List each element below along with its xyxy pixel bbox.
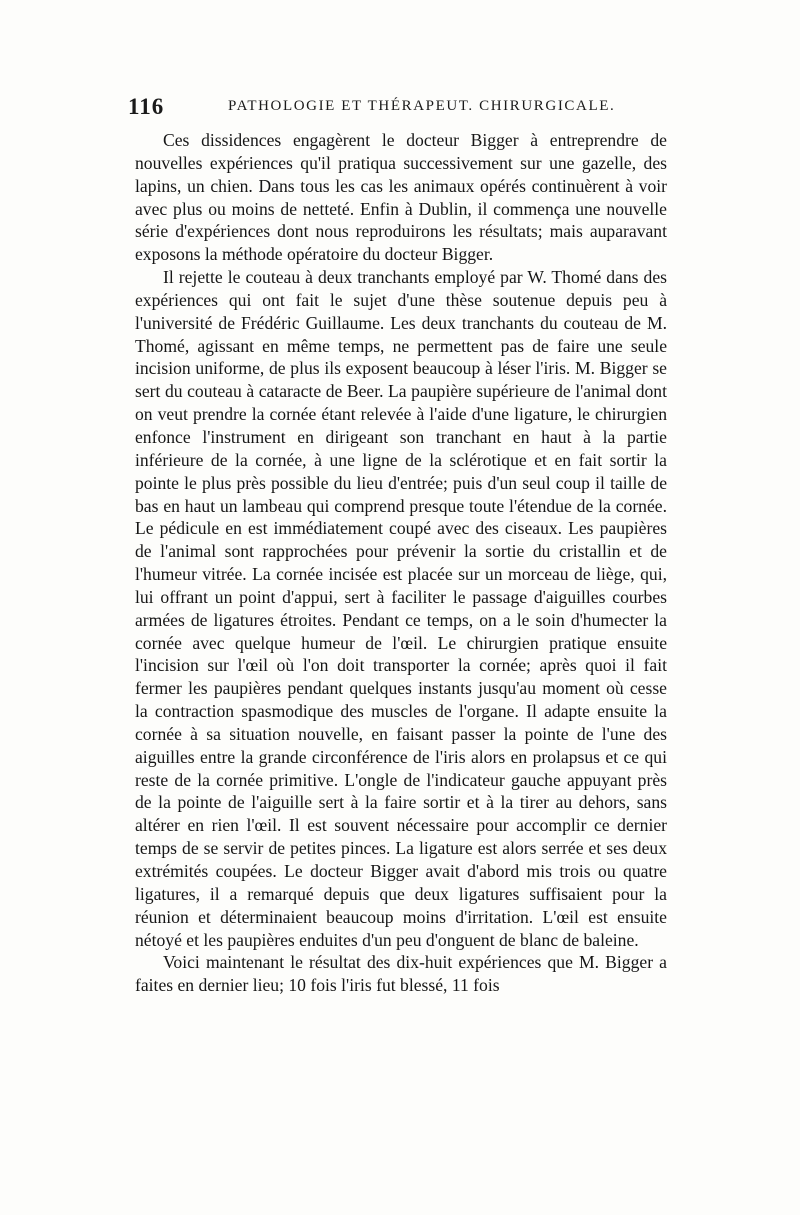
paragraph-2: Il rejette le couteau à deux tranchants employé par W. Thomé dans des expériences qui ont fait le sujet d'une thèse soutenue depuis peu à l'université de Frédéric Guillaume. Les deux tranchants du couteau de M. Thomé, agissant en même temps, ne permettent pas de faire une seule incision uniforme, de plus ils exposent beaucoup à léser l'iris. M. Bigger se sert du couteau à cataracte de Beer. La paupière supérieure de l'animal dont on veut prendre la cornée étant relevée à l'aide d'une ligature, le chirurgien enfonce l'instrument en dirigeant son tranchant en haut à la partie inférieure de la cornée, à une ligne de la sclérotique et en fait sortir la pointe le plus près possible du lieu d'entrée; puis d'un seul coup il taille de bas en haut un lambeau qui comprend presque toute l'étendue de la cornée. Le pédicule en est immédiatement coupé avec des ciseaux. Les paupières de l'animal sont rapprochées pour prévenir la sortie du cristallin et de l'humeur vitrée. La cornée incisée est placée sur un morceau de liège, qui, lui offrant un point d'appui, sert à faciliter le passage d'aiguilles courbes armées de ligatures étroites. Pendant ce temps, on a le soin d'humecter la cornée avec quelque humeur de l'œil. Le chirurgien pratique ensuite l'incision sur l'œil où l'on doit transporter la cornée; après quoi il fait fermer les paupières pendant quelques instants jusqu'au moment où cesse la contraction spasmodique des muscles de l'organe. Il adapte ensuite la cornée à sa situation nouvelle, en faisant passer la pointe de l'une des aiguilles entre la grande circonférence de l'iris alors en prolapsus et ce qui reste de la cornée primitive. L'ongle de l'indicateur gauche appuyant près de la pointe de l'aiguille sert à la faire sortir et à la tirer au dehors, sans altérer en rien l'œil. Il est souvent nécessaire pour accomplir ce dernier temps de se servir de petites pinces. La ligature est alors serrée et ses deux extrémités coupées. Le docteur Bigger avait d'abord mis trois ou quatre ligatures, il a remarqué depuis que deux ligatures suffisaient pour la réunion et déterminaient beaucoup moins d'irritation. L'œil est ensuite nétoyé et les paupières enduites d'un peu d'onguent de blanc de baleine. [135,267,667,950]
running-title: PATHOLOGIE ET THÉRAPEUT. CHIRURGICALE. [228,98,616,114]
page-number: 116 [128,94,165,119]
body-text [135,129,667,997]
paragraph-3: Voici maintenant le résultat des dix-huit expériences que M. Bigger a faites en dernier lieu; 10 fois l'iris fut blessé, 11 fois [135,952,667,996]
paragraph-1: Ces dissidences engagèrent le docteur Bigger à entreprendre de nouvelles expériences qu'il pratiqua successivement sur une gazelle, des lapins, un chien. Dans tous les cas les animaux opérés continuèrent à voir avec plus ou moins de netteté. Enfin à Dublin, il commença une nouvelle série d'expériences dont nous reproduirons les résultats; mais auparavant exposons la méthode opératoire du docteur Bigger. [135,130,667,265]
page-header [128,94,668,124]
